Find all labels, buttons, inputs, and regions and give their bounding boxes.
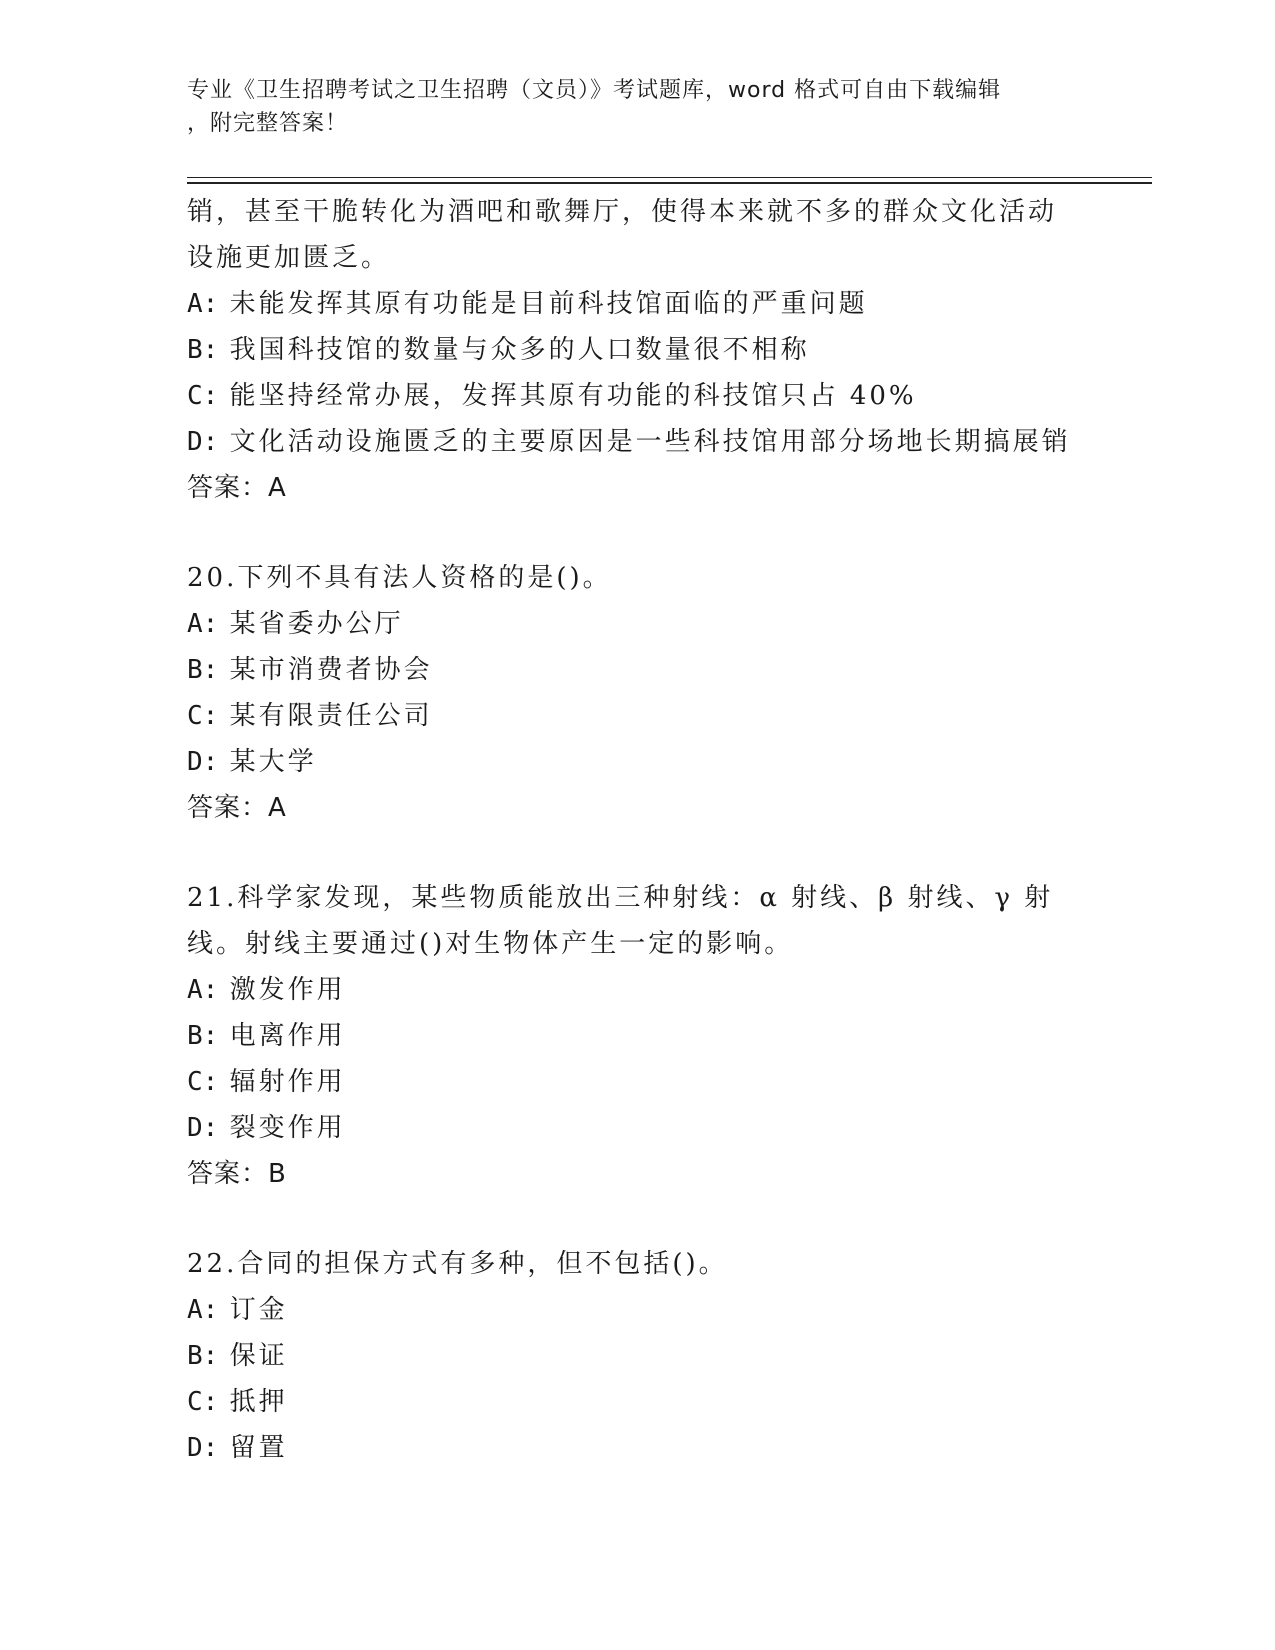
- option-text: 能坚持经常办展，发挥其原有功能的科技馆只占 40%: [229, 381, 917, 411]
- option-b: [187, 647, 1087, 693]
- option-text: 裂变作用: [229, 1113, 346, 1143]
- option-c: [187, 1059, 1087, 1105]
- option-a: [187, 967, 1087, 1013]
- question-text-line: 销，甚至干脆转化为酒吧和歌舞厅，使得本来就不多的群众文化活动: [187, 197, 1058, 227]
- answer-line: 答案：B: [187, 1159, 287, 1189]
- option-letter: A:: [187, 289, 219, 319]
- header-rule-thin: [187, 177, 1152, 178]
- question-text-line: 设施更加匮乏。: [187, 243, 391, 273]
- option-letter: A:: [187, 975, 219, 1005]
- option-d: [187, 739, 1087, 785]
- option-text: 未能发挥其原有功能是目前科技馆面临的严重问题: [229, 289, 868, 319]
- option-letter: A:: [187, 1295, 219, 1325]
- option-text: 留置: [229, 1433, 288, 1463]
- option-c: [187, 693, 1087, 739]
- option-letter: C:: [187, 1387, 219, 1417]
- question-text-line: 20.下列不具有法人资格的是()。: [187, 563, 612, 593]
- option-letter: D:: [187, 427, 219, 457]
- question-text-line: 21.科学家发现，某些物质能放出三种射线：α 射线、β 射线、γ 射: [187, 883, 1054, 913]
- option-text: 电离作用: [229, 1021, 346, 1051]
- option-b: [187, 327, 1087, 373]
- option-text: 辐射作用: [229, 1067, 346, 1097]
- option-letter: D:: [187, 1433, 219, 1463]
- option-text: 某有限责任公司: [229, 701, 433, 731]
- option-text: 激发作用: [229, 975, 346, 1005]
- option-letter: B:: [187, 1341, 219, 1371]
- document-body: [187, 189, 1087, 1471]
- header-rule-thick: [187, 182, 1152, 184]
- option-letter: B:: [187, 655, 219, 685]
- option-text: 订金: [229, 1295, 288, 1325]
- option-letter: A:: [187, 609, 219, 639]
- question-20: [187, 555, 1087, 831]
- option-c: [187, 1379, 1087, 1425]
- option-text: 保证: [229, 1341, 288, 1371]
- option-text: 某省委办公厅: [229, 609, 404, 639]
- option-a: [187, 281, 1087, 327]
- option-text: 某大学: [229, 747, 317, 777]
- question-21: [187, 875, 1087, 1197]
- option-text: 我国科技馆的数量与众多的人口数量很不相称: [229, 335, 810, 365]
- option-a: [187, 601, 1087, 647]
- answer-line: 答案：A: [187, 473, 287, 503]
- option-d: [187, 1425, 1087, 1471]
- option-letter: D:: [187, 747, 219, 777]
- option-text: 文化活动设施匮乏的主要原因是一些科技馆用部分场地长期搞展销: [229, 427, 1071, 457]
- option-d: [187, 1105, 1087, 1151]
- header-line-2: ，附完整答案！: [187, 111, 349, 136]
- option-a: [187, 1287, 1087, 1333]
- option-letter: B:: [187, 1021, 219, 1051]
- option-letter: B:: [187, 335, 219, 365]
- option-letter: C:: [187, 701, 219, 731]
- answer-line: 答案：A: [187, 793, 287, 823]
- option-letter: C:: [187, 1067, 219, 1097]
- page-header: [187, 74, 1087, 140]
- option-letter: D:: [187, 1113, 219, 1143]
- question-text-line: 22.合同的担保方式有多种，但不包括()。: [187, 1249, 728, 1279]
- header-line-1: 专业《卫生招聘考试之卫生招聘（文员）》考试题库，word 格式可自由下载编辑: [187, 78, 1002, 103]
- option-c: [187, 373, 1087, 419]
- option-letter: C:: [187, 381, 219, 411]
- question-text-line: 线。射线主要通过()对生物体产生一定的影响。: [187, 929, 794, 959]
- option-b: [187, 1013, 1087, 1059]
- option-text: 抵押: [229, 1387, 288, 1417]
- option-text: 某市消费者协会: [229, 655, 433, 685]
- question-22: [187, 1241, 1087, 1471]
- option-b: [187, 1333, 1087, 1379]
- question-continuation: [187, 189, 1087, 511]
- option-d: [187, 419, 1087, 465]
